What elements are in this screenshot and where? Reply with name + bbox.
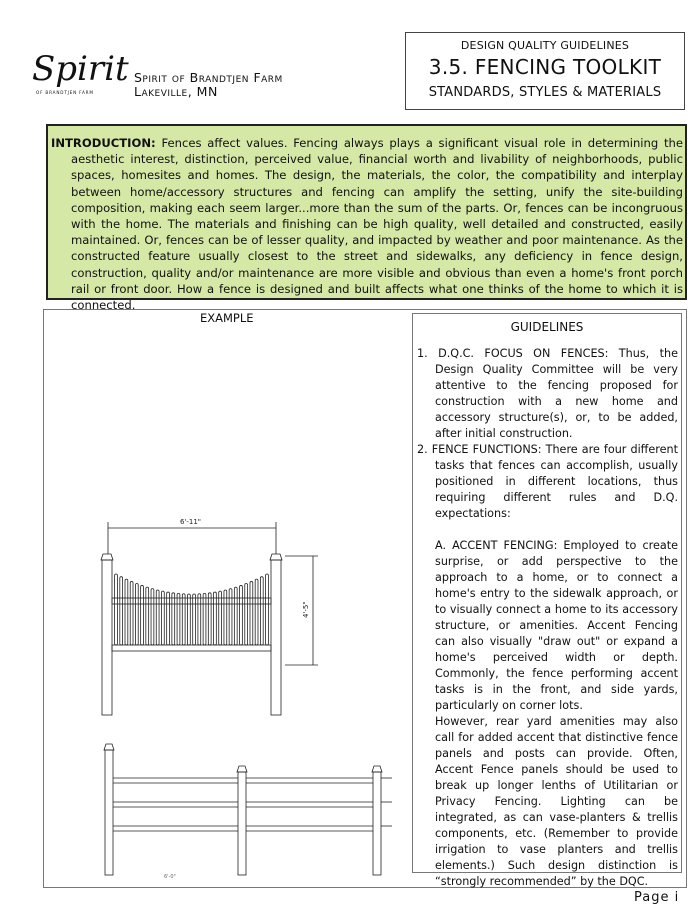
dim-width-label: 6'-11" [180,518,202,526]
fence-picket [135,584,138,645]
fence-picket [167,592,170,645]
fence-elevation-drawing [60,510,400,880]
fence-picket [208,593,211,645]
fence-picket [130,581,133,645]
fence-bottom-rail [112,645,271,651]
fence-top-rail [112,598,271,604]
guideline-1-heading: 1. D.Q.C. FOCUS ON FENCES: [417,347,609,360]
accent-fencing-paragraph: A. ACCENT FENCING: Employed to create surprise, or add perspective to the approach to a home, or to connect a home's entry to the sidewalk approach, or to visually connect a home to its accessory structure, or amenities. Accent Fencing can also visually "draw out" or expand a home's perceived width or depth. Commonly, the fence performing accent tasks is in the front, and side yards, particularly on corner lots. [435,539,678,712]
logo-block [28,42,398,102]
fence-picket [187,594,190,645]
dim-height-label: 4'-5" [302,601,310,618]
org-location: Lakeville, MN [134,84,218,99]
guidelines-title: GUIDELINES [510,320,584,334]
example-label: EXAMPLE [200,311,254,325]
fence-picket [182,594,185,645]
fence-picket [172,593,175,645]
fence-picket [115,574,118,645]
spirit-logo-icon [28,42,138,102]
dim-bottom-label: 6'-0" [164,874,176,880]
lower-post-2 [238,772,246,875]
title-box [405,32,685,110]
guidelines-box [412,313,682,888]
org-name: Spirit of Brandtjen Farm [134,70,283,85]
fence-picket [219,591,222,645]
intro-box [46,124,687,313]
guideline-2-heading: 2. FENCE FUNCTIONS: [417,443,542,456]
fence-picket [260,577,263,645]
fence-picket [151,589,154,645]
guideline-2-text: There are four different tasks that fences can accomplish, usually positioned in different locations, thus requiring different rules and D.Q. expectations: [435,443,678,520]
page-number: Page i [634,890,680,905]
lower-post-3 [373,772,381,875]
guideline-1-text: Thus, the Design Quality Committee will be very attentive to the fencing proposed for construction with a new home and accessory structure(s), or, to be added, after initial construction. [435,347,678,440]
fence-picket [250,581,253,645]
fence-picket [234,587,237,645]
fence-picket [229,589,232,645]
fence-pickets [115,574,269,645]
title-kicker: DESIGN QUALITY GUIDELINES [460,39,630,52]
page-subtitle: STANDARDS, STYLES & MATERIALS [428,85,662,100]
fence-picket [125,579,128,645]
guideline-item-2 [415,442,678,522]
fence-picket [245,584,248,645]
fence-picket [240,585,243,645]
fence-picket [177,593,180,645]
fence-post-left [102,560,112,715]
fence-picket [141,585,144,645]
fence-picket [266,574,269,645]
logo-script-text: Spirit [32,49,129,89]
rear-yard-paragraph: However, rear yard amenities may also call for added accent that distinctive fence panels and posts can provide. Often, Accent Fence panels should be used to break up longer lenths of Utilitarian or Privacy Fencing. Lighting can be integrated, as can vase-planters & trellis components, etc. (Remember to provide irrigation to vase planters and trellis elements.) Such design distinction is “strongly recommended” by the DQC. [435,715,678,888]
fence-picket [255,579,258,645]
intro-text: Fences affect values. Fencing always plays a significant visual role in determining the aesthetic interest, distinction, perceived value, financial worth and livability of neighborhoods, public spaces, homesites and homes. The design, the materials, the color, the compatibility and interplay between home/accessory structures and fencing can amplify the setting, unify the site-building composition, making each seem larger...more than the sum of the parts. Or, fences can be incongruous with the home. The materials and finishing can be high quality, well detailed and constructed, easily maintained. Or, fences can be of lesser quality, and impacted by weather and poor maintenance. As the constructed feature usually closest to the street and sidewalks, any deficiency in fence design, construction, quality and/or maintenance are more visible and obvious than even a home's front porch rail or front door. How a fence is designed and built affects what one thinks of the home to which it is connected. [71,136,684,313]
fence-picket [146,587,149,645]
page-title: 3.5. FENCING TOOLKIT [428,55,662,79]
logo-tagline: OF BRANDTJEN FARM [36,90,94,95]
lower-fence-rails [113,778,392,831]
guideline-item-1 [415,346,678,442]
lower-post-1 [105,750,113,875]
guidelines-list [415,346,678,890]
intro-label: INTRODUCTION: [51,136,156,150]
fence-picket [203,593,206,645]
fence-picket [214,592,217,645]
intro-paragraph [51,135,683,313]
fence-picket [161,591,164,645]
fence-picket [120,577,123,645]
fence-post-right [271,560,281,715]
fence-picket [193,594,196,645]
fence-picket [198,594,201,645]
